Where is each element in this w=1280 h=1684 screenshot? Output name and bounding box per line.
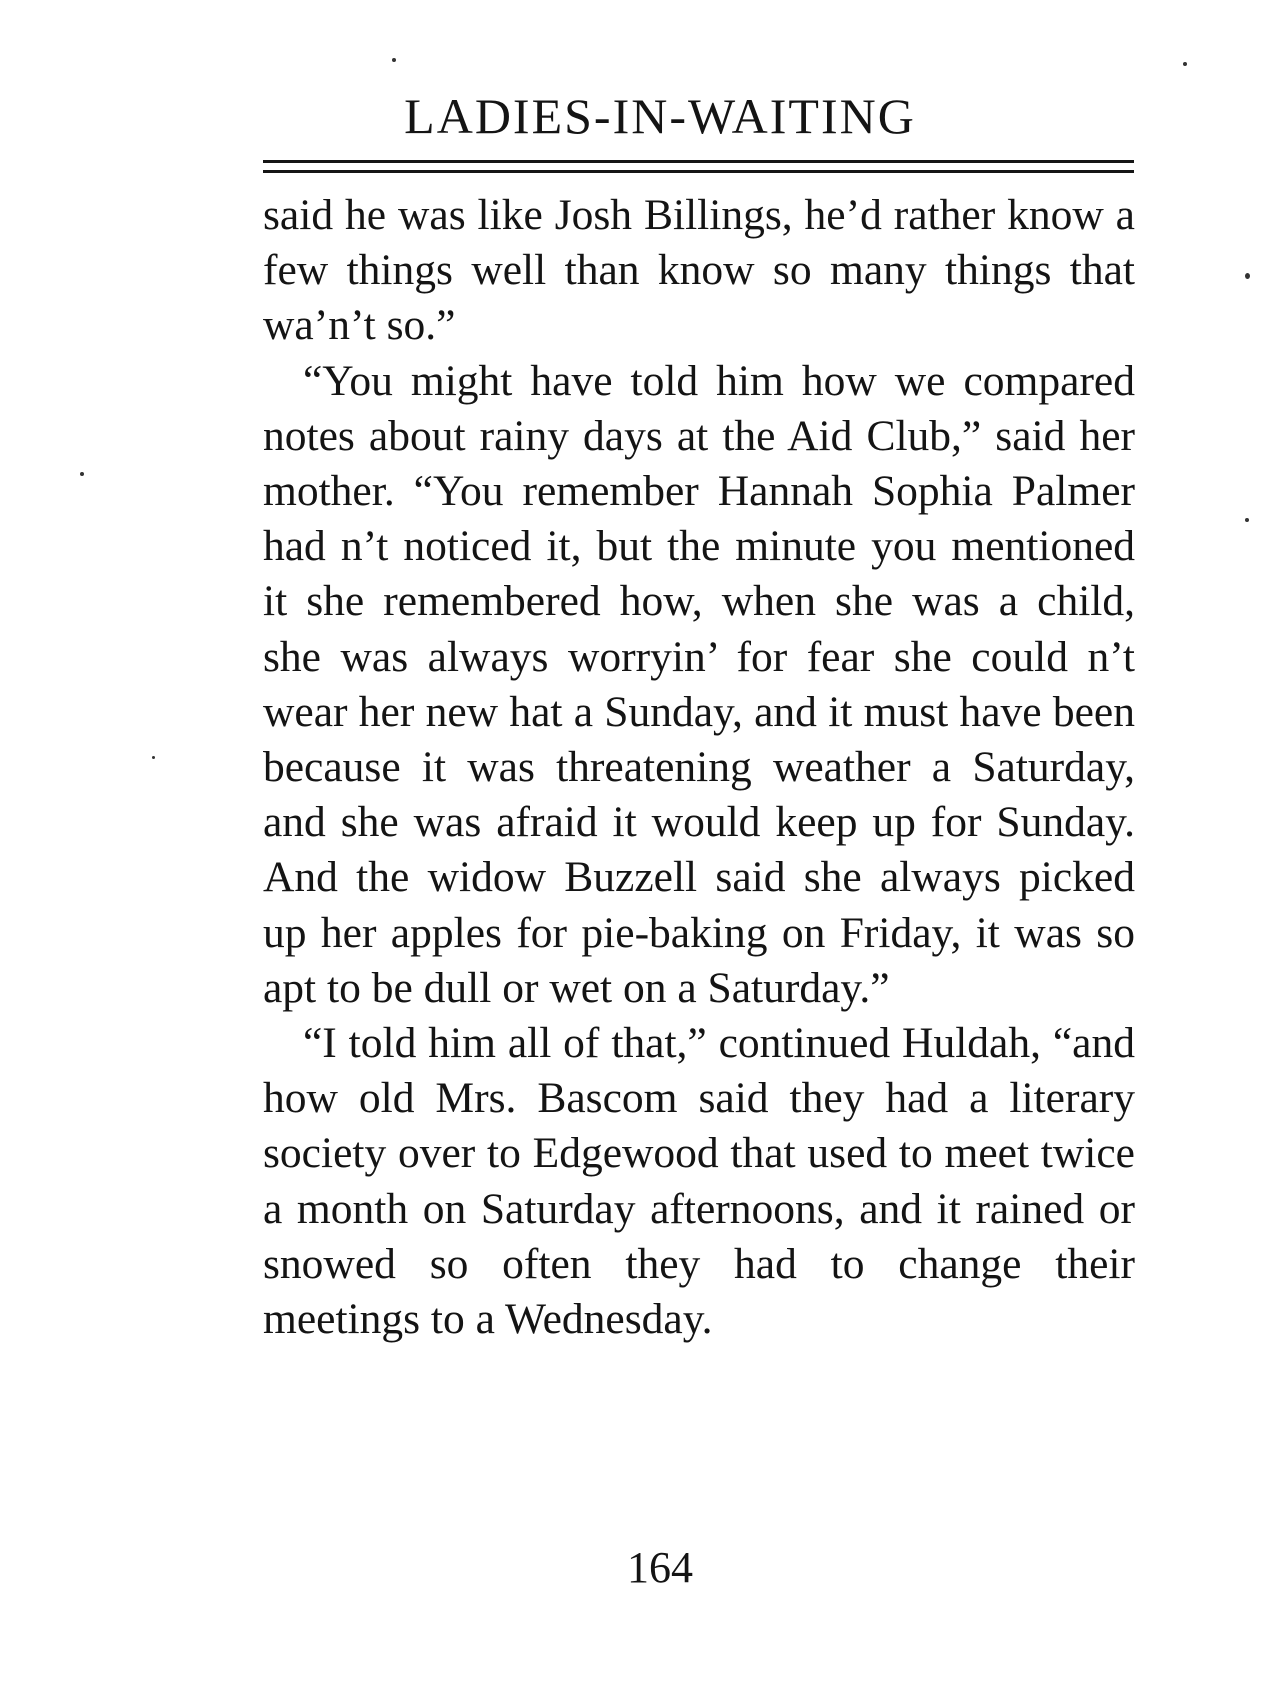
- scan-speck: [392, 58, 396, 62]
- body-text: [263, 188, 1135, 1347]
- header-rule-bottom: [263, 170, 1134, 173]
- page-number: 164: [627, 1543, 693, 1592]
- scan-speck: [152, 756, 155, 759]
- paragraph-continued: said he was like Josh Billings, he’d rather know a few things well than know so many things that wa’n’t so.”: [263, 191, 1135, 350]
- scan-speck: [1245, 518, 1249, 522]
- scan-speck: [1183, 62, 1187, 66]
- running-header: LADIES-IN-WAITING: [404, 88, 916, 144]
- paragraph: “I told him all of that,” continued Huldah, “and how old Mrs. Bascom said they had a literary society over to Edgewood that used to meet twice a month on Saturday afternoons, and it rained or snowed so often they had to change their meetings to a Wednesday.: [263, 1019, 1135, 1344]
- header-rule-top: [263, 160, 1134, 163]
- paragraph: “You might have told him how we compared notes about rainy days at the Aid Club,” said her mother. “You remember Hannah Sophia Palmer had n’t noticed it, but the minute you mentioned it she remembered how, when she was a child, she was always worryin’ for fear she could n’t wear her new hat a Sunday, and it must have been because it was threatening weather a Saturday, and she was afraid it would keep up for Sunday. And the widow Buzzell said she always picked up her apples for pie-baking on Friday, it was so apt to be dull or wet on a Saturday.”: [263, 356, 1135, 1012]
- scan-speck: [1245, 273, 1250, 279]
- scan-speck: [80, 472, 84, 476]
